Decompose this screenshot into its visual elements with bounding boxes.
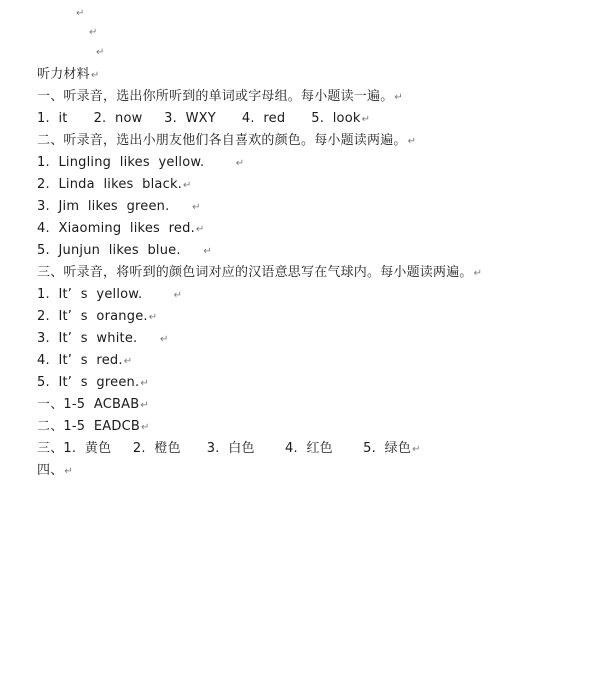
list-item: 1. It’ s yellow. ↵ (37, 284, 582, 306)
list-item: 4. It’ s red.↵ (37, 350, 582, 372)
answer-line: 1. it 2. now 3. WXY 4. red 5. look↵ (37, 108, 582, 130)
list-item: 4. Xiaoming likes red.↵ (37, 218, 582, 240)
list-item: 3. Jim likes green. ↵ (37, 196, 582, 218)
answer-line: 三、1. 黄色 2. 橙色 3. 白色 4. 红色 5. 绿色↵ (37, 438, 582, 460)
document-body (37, 64, 582, 482)
list-item: 2. It’ s orange.↵ (37, 306, 582, 328)
paragraph-mark-icon: ↵ (407, 136, 417, 147)
paragraph-mark-icon: ↵ (473, 268, 483, 279)
paragraph-mark-icon: ↵ (123, 356, 133, 367)
paragraph-mark-icon: ↵ (89, 27, 98, 38)
paragraph-mark-icon: ↵ (183, 180, 192, 191)
list-item: 2. Linda likes black.↵ (37, 174, 582, 196)
list-item: 5. Junjun likes blue. ↵ (37, 240, 582, 262)
paragraph-mark-icon: ↵ (96, 47, 105, 58)
section-instruction: 三、听录音，将听到的颜色词对应的汉语意思写在气球内。每小题读两遍。↵ (37, 262, 582, 284)
paragraph-mark-icon: ↵ (195, 224, 205, 235)
section-instruction: 二、听录音，选出小朋友他们各自喜欢的颜色。每小题读两遍。↵ (37, 130, 582, 152)
paragraph-mark-icon: ↵ (412, 444, 421, 455)
list-item: 1. Lingling likes yellow. ↵ (37, 152, 582, 174)
heading-listening-material: 听力材料↵ (37, 64, 582, 86)
list-item: 3. It’ s white. ↵ (37, 328, 582, 350)
list-item: 5. It’ s green.↵ (37, 372, 582, 394)
paragraph-mark-icon: ↵ (361, 114, 371, 125)
paragraph-mark-icon: ↵ (192, 202, 201, 213)
answer-line: 四、↵ (37, 460, 582, 482)
paragraph-mark-icon: ↵ (235, 158, 245, 169)
paragraph-mark-icon: ↵ (141, 422, 150, 433)
paragraph-mark-icon: ↵ (90, 70, 100, 81)
paragraph-mark-icon: ↵ (64, 466, 73, 477)
paragraph-mark-icon: ↵ (160, 334, 169, 345)
paragraph-mark-icon: ↵ (394, 92, 403, 103)
answer-line: 一、1-5 ACBAB↵ (37, 394, 582, 416)
section-instruction: 一、听录音，选出你所听到的单词或字母组。每小题读一遍。↵ (37, 86, 582, 108)
paragraph-mark-icon: ↵ (140, 378, 149, 389)
paragraph-mark-icon: ↵ (173, 290, 183, 301)
paragraph-mark-icon: ↵ (148, 312, 158, 323)
paragraph-mark-icon: ↵ (140, 400, 149, 411)
paragraph-mark-icon: ↵ (203, 246, 212, 257)
answer-line: 二、1-5 EADCB↵ (37, 416, 582, 438)
paragraph-mark-icon: ↵ (76, 8, 85, 19)
